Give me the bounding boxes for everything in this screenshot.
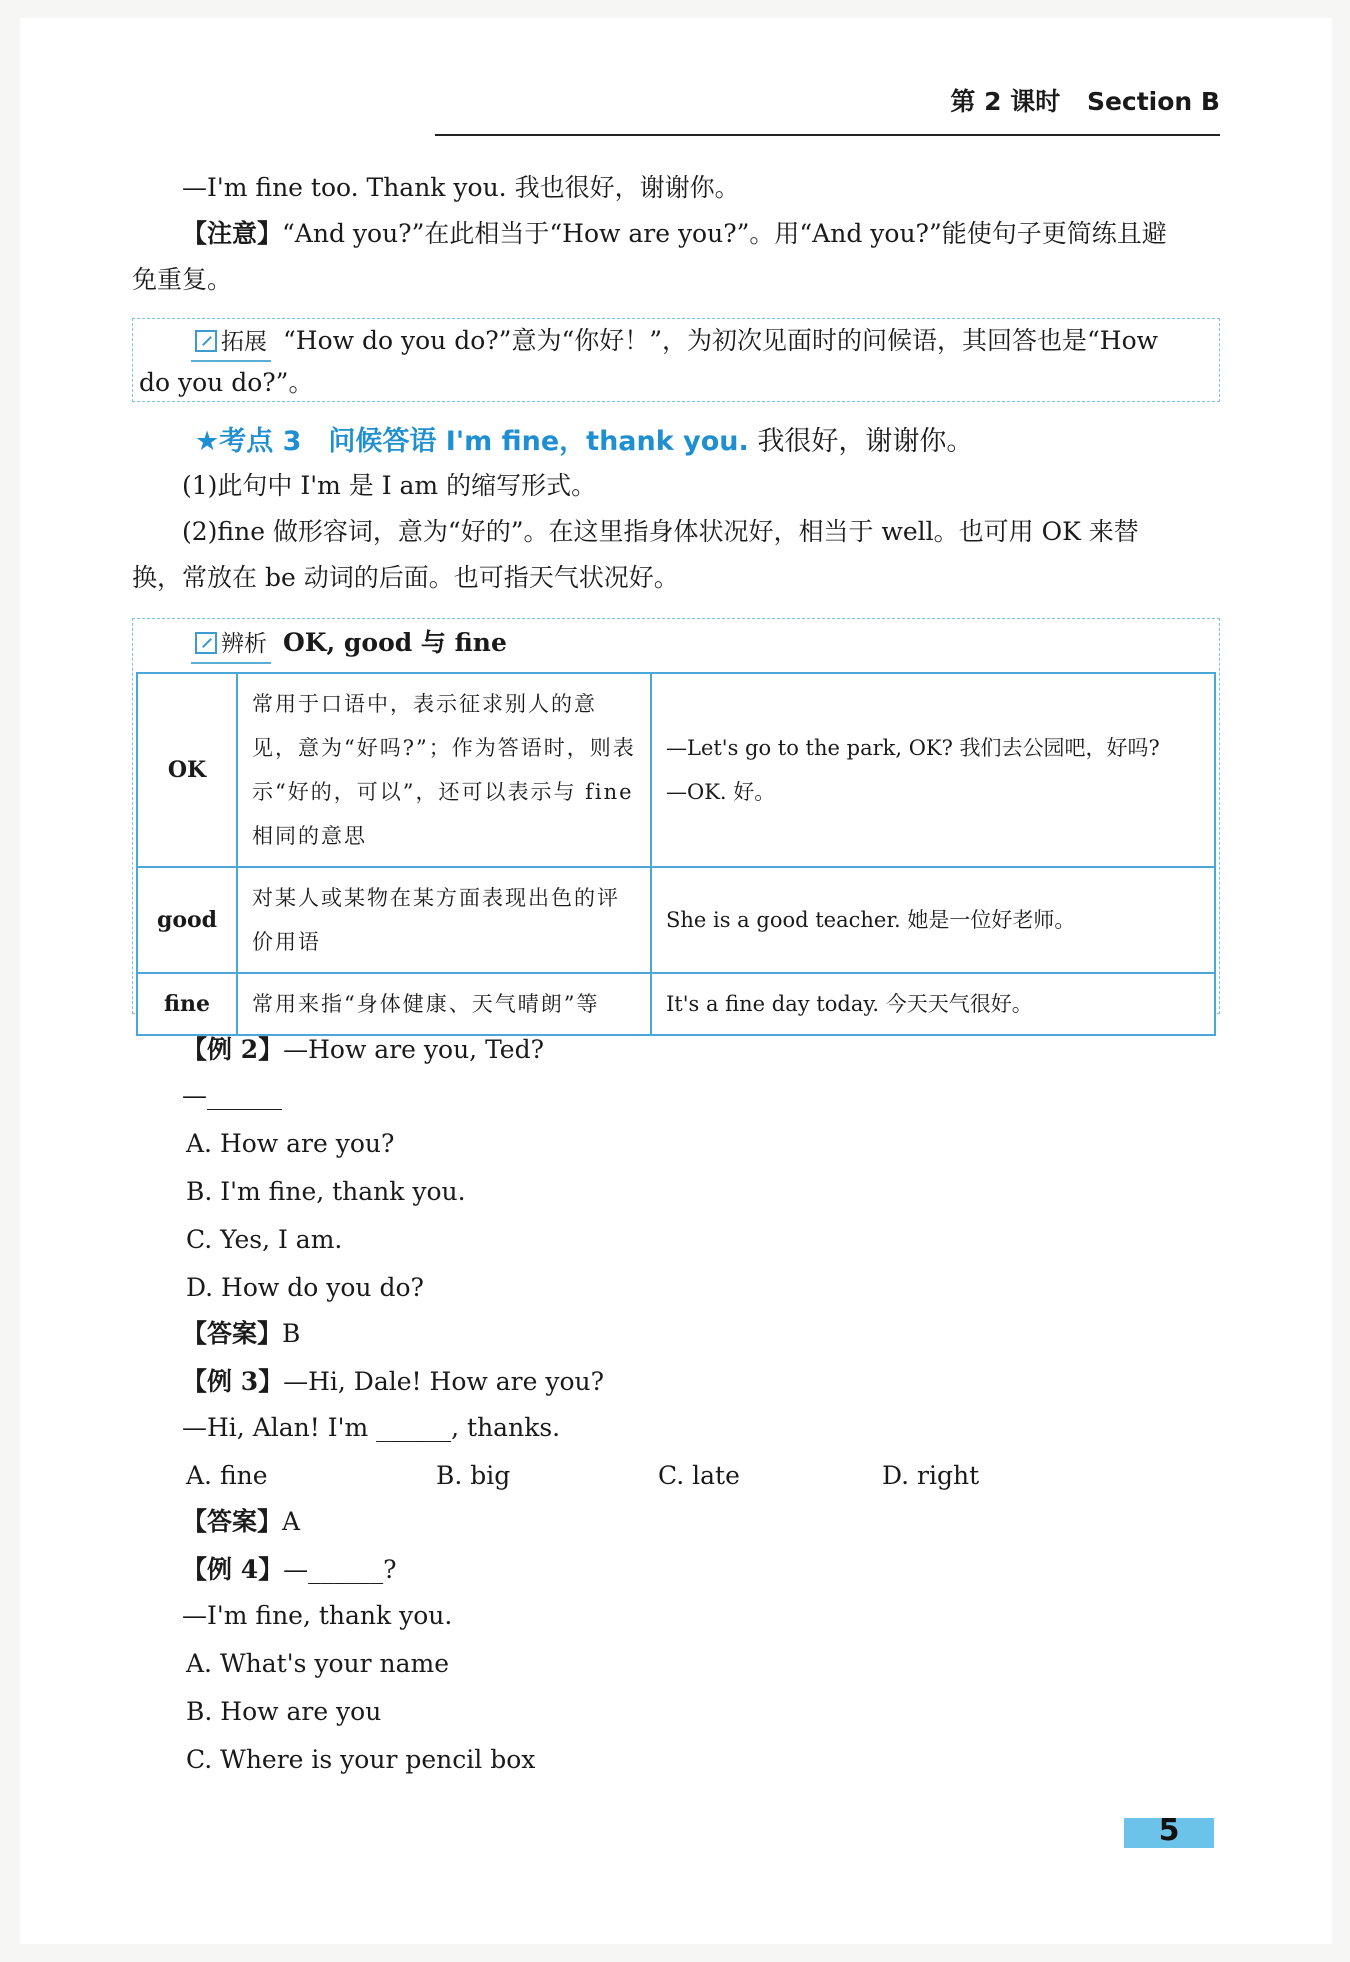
ex2-option-b: B. I'm fine, thank you. <box>186 1177 466 1206</box>
extend-line2: do you do?”。 <box>139 368 314 397</box>
ex3-option-b: B. big <box>436 1461 511 1490</box>
usage-cell: 常用于口语中，表示征求别人的意见，意为“好吗?”；作为答语时，则表示“好的，可以”，还可以表示与 fine 相同的意思 <box>237 673 651 867</box>
kaodian-3-meaning: 我很好，谢谢你。 <box>757 426 974 457</box>
extend-text: “How do you do?”意为“你好！”，为初次见面时的问候语，其回答也是“How <box>283 326 1159 355</box>
ex4-label: 【例 4】 <box>182 1555 284 1584</box>
extend-pencil-icon <box>195 330 217 352</box>
note-line <box>182 216 1167 252</box>
ex3-answer: A <box>282 1507 301 1536</box>
word-cell: fine <box>137 973 237 1035</box>
ex3-answer-line <box>182 1504 300 1540</box>
kaodian-3-point1: (1)此句中 I'm 是 I am 的缩写形式。 <box>182 471 597 500</box>
example-cell: She is a good teacher. 她是一位好老师。 <box>651 867 1215 973</box>
example-cell: It's a fine day today. 今天天气很好。 <box>651 973 1215 1035</box>
ex4-option-b: B. How are you <box>186 1697 382 1726</box>
ex2-answer-label: 【答案】 <box>182 1319 283 1348</box>
note-text-cont: 免重复。 <box>132 265 233 294</box>
ex2-option-c: C. Yes, I am. <box>186 1225 343 1254</box>
extend-line1 <box>191 323 1158 362</box>
intro-reply: —I'm fine too. Thank you. 我也很好，谢谢你。 <box>182 173 740 202</box>
ex3-answer-label: 【答案】 <box>182 1507 283 1536</box>
ex2-blank: —______ <box>182 1081 282 1110</box>
word-cell: OK <box>137 673 237 867</box>
table-row <box>137 867 1215 973</box>
ex2-answer: B <box>282 1319 301 1348</box>
compare-tag-text: 辨析 <box>221 631 267 657</box>
compare-tag <box>191 626 271 664</box>
page-number: 5 <box>1124 1818 1214 1848</box>
table-row <box>137 673 1215 867</box>
ex3-option-d: D. right <box>882 1461 980 1490</box>
extend-tag-text: 拓展 <box>221 329 267 355</box>
compare-heading <box>191 625 507 664</box>
compare-pencil-icon <box>195 632 217 654</box>
ex4-question: —______? <box>283 1555 397 1584</box>
ex2-question: —How are you, Ted? <box>283 1035 545 1064</box>
note-text: “And you?”在此相当于“How are you?”。用“And you?”能使句子更简练且避 <box>282 219 1167 248</box>
ex4-option-c: C. Where is your pencil box <box>186 1745 536 1774</box>
ex3-question-line <box>182 1364 604 1400</box>
ex4-option-a: A. What's your name <box>186 1649 450 1678</box>
ex3-reply: —Hi, Alan! I'm ______, thanks. <box>182 1413 561 1442</box>
ex2-label: 【例 2】 <box>182 1035 284 1064</box>
extend-callout <box>132 318 1220 402</box>
word-cell: good <box>137 867 237 973</box>
extend-tag <box>191 324 271 362</box>
ex3-option-c: C. late <box>658 1461 740 1490</box>
ex3-label: 【例 3】 <box>182 1367 284 1396</box>
ex2-question-line <box>182 1032 544 1068</box>
lesson-label: 第 2 课时 <box>950 87 1061 116</box>
compare-title: OK, good 与 fine <box>283 628 507 657</box>
ex3-option-a: A. fine <box>186 1461 268 1490</box>
kaodian-3-heading <box>195 422 973 462</box>
example-cell: —Let's go to the park, OK? 我们去公园吧，好吗? —OK. 好。 <box>651 673 1215 867</box>
ex2-answer-line <box>182 1316 300 1352</box>
compare-table <box>136 672 1216 1036</box>
ex3-question: —Hi, Dale! How are you? <box>283 1367 605 1396</box>
ex4-reply: —I'm fine, thank you. <box>182 1601 453 1630</box>
note-label: 【注意】 <box>182 219 283 248</box>
kaodian-3-label: ★考点 3 问候答语 I'm fine，thank you. <box>195 426 749 457</box>
page-header <box>435 82 1220 136</box>
ex2-option-d: D. How do you do? <box>186 1273 424 1302</box>
kaodian-3-point2: (2)fine 做形容词，意为“好的”。在这里指身体状况好，相当于 well。也可用 OK 来替 <box>182 517 1139 546</box>
table-row <box>137 973 1215 1035</box>
usage-cell: 常用来指“身体健康、天气晴朗”等 <box>237 973 651 1035</box>
ex4-question-line <box>182 1552 397 1588</box>
kaodian-3-point2-cont: 换，常放在 be 动词的后面。也可指天气状况好。 <box>132 563 679 592</box>
ex2-option-a: A. How are you? <box>186 1129 395 1158</box>
usage-cell: 对某人或某物在某方面表现出色的评价用语 <box>237 867 651 973</box>
section-label: Section B <box>1086 87 1220 116</box>
